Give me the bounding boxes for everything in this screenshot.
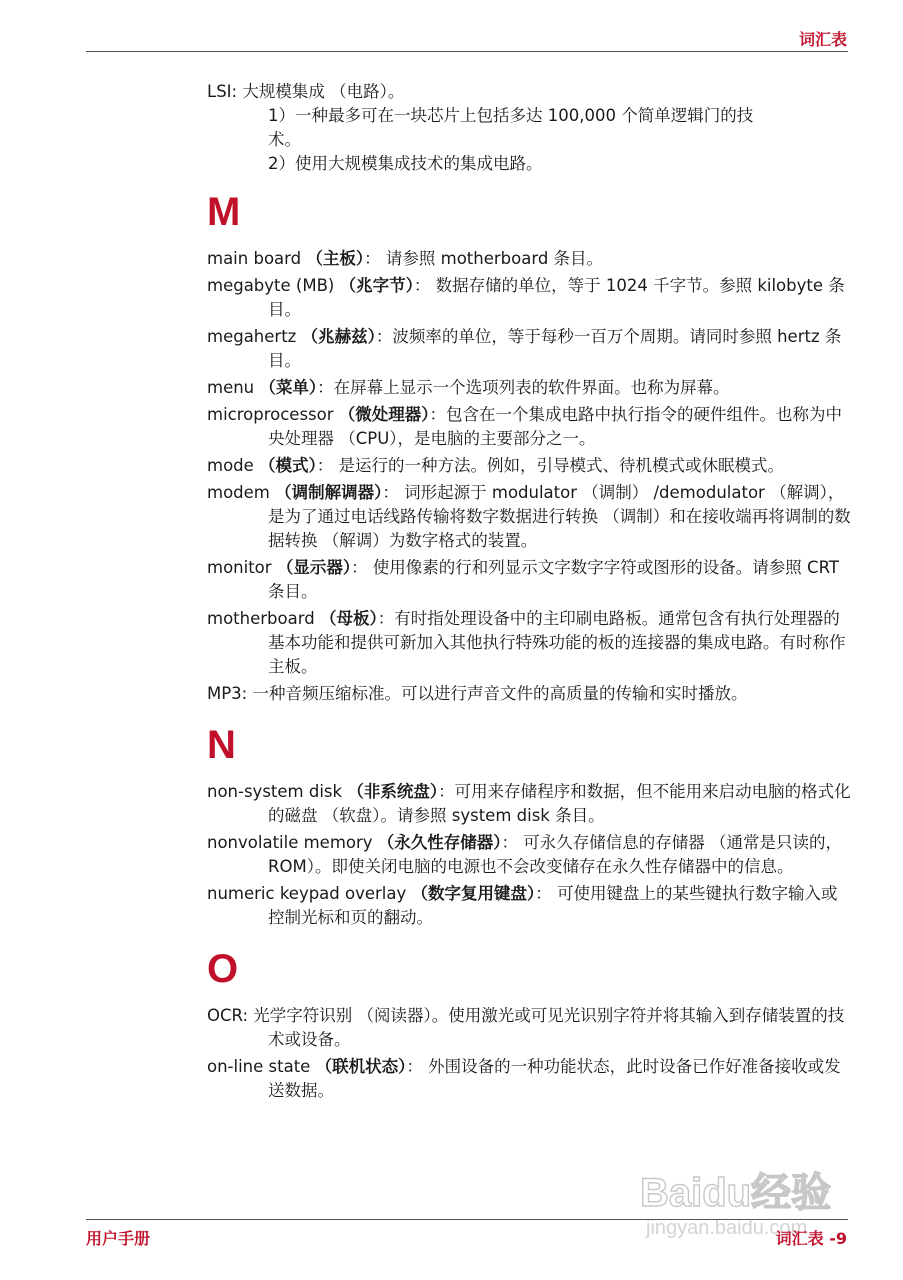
entry-term: motherboard bbox=[207, 609, 315, 628]
entry-definition: ： 使用像素的行和列显示文字数字字符或图形的设备。请参照 CRT 条目。 bbox=[268, 558, 839, 601]
lsi-item-1-line-1: 1）一种最多可在一块芯片上包括多达 100,000 个简单逻辑门的技 bbox=[268, 106, 754, 125]
entry-definition: 大规模集成 （电路）。 bbox=[242, 82, 405, 101]
entry-term: megahertz bbox=[207, 327, 297, 346]
entry-definition: ： 请参照 motherboard 条目。 bbox=[364, 249, 604, 268]
glossary-entry bbox=[207, 682, 852, 706]
header-rule bbox=[86, 51, 848, 52]
entry-definition: ： 数据存储的单位，等于 1024 千字节。参照 kilobyte 条目。 bbox=[268, 276, 845, 319]
glossary-content bbox=[207, 80, 852, 1106]
glossary-entry bbox=[207, 607, 852, 679]
glossary-entry bbox=[207, 403, 852, 451]
entry-term: main board bbox=[207, 249, 302, 268]
entry-definition: ：波频率的单位，等于每秒一百万个周期。请同时参照 hertz 条目。 bbox=[268, 327, 842, 370]
glossary-entry bbox=[207, 454, 852, 478]
entry-chinese-term: （联机状态） bbox=[315, 1057, 407, 1076]
entry-chinese-term: （调制解调器） bbox=[275, 483, 383, 502]
entry-chinese-term: （非系统盘） bbox=[347, 782, 439, 801]
glossary-entry bbox=[207, 274, 852, 322]
glossary-entry bbox=[207, 831, 852, 879]
glossary-entry bbox=[207, 247, 852, 271]
footer-page-number: 词汇表 -9 bbox=[775, 1229, 847, 1248]
footer-rule bbox=[86, 1219, 848, 1220]
entry-chinese-term: （兆赫兹） bbox=[301, 327, 376, 346]
entry-definition: ：可用来存储程序和数据，但不能用来启动电脑的格式化的磁盘 （软盘）。请参照 system disk 条目。 bbox=[268, 782, 851, 825]
entry-chinese-term: （数字复用键盘） bbox=[411, 884, 536, 903]
entry-chinese-term: （兆字节） bbox=[339, 276, 414, 295]
entry-definition: 一种音频压缩标准。可以进行声音文件的高质量的传输和实时播放。 bbox=[252, 684, 748, 703]
glossary-entry bbox=[207, 1055, 852, 1103]
entry-term: mode bbox=[207, 456, 254, 475]
entry-definition: ： 可使用键盘上的某些键执行数字输入或控制光标和页的翻动。 bbox=[268, 884, 838, 927]
entry-chinese-term: （模式） bbox=[259, 456, 317, 475]
entry-definition: ： 可永久存储信息的存储器 （通常是只读的， ROM）。即使关闭电脑的电源也不会改变储存在永久性存储器中的信息。 bbox=[268, 833, 843, 876]
entry-chinese-term: （显示器） bbox=[276, 558, 352, 577]
header-title: 词汇表 bbox=[798, 30, 847, 49]
glossary-entry bbox=[207, 376, 852, 400]
entry-definition: ：有时指处理设备中的主印刷电路板。通常包含有执行处理器的基本功能和提供可新加入其他执行特殊功能的板的连接器的集成电路。有时称作主板。 bbox=[268, 609, 846, 676]
glossary-entry bbox=[207, 556, 852, 604]
entry-term: MP3: bbox=[207, 684, 248, 703]
entry-term: numeric keypad overlay bbox=[207, 884, 407, 903]
entry-term: monitor bbox=[207, 558, 272, 577]
entry-term: microprocessor bbox=[207, 405, 334, 424]
section-letter-n: N bbox=[207, 723, 236, 767]
section-letter-m: M bbox=[207, 190, 241, 234]
entry-term: modem bbox=[207, 483, 270, 502]
entry-definition: 光学字符识别 （阅读器）。使用激光或可见光识别字符并将其输入到存储装置的技术或设备。 bbox=[253, 1006, 845, 1049]
entry-definition: ： 是运行的一种方法。例如，引导模式、待机模式或休眠模式。 bbox=[316, 456, 785, 475]
entry-term: megabyte (MB) bbox=[207, 276, 335, 295]
entry-term: menu bbox=[207, 378, 255, 397]
glossary-entry bbox=[207, 1004, 852, 1052]
entry-term: on-line state bbox=[207, 1057, 311, 1076]
entry-definition: ： 外围设备的一种功能状态，此时设备已作好准备接收或发送数据。 bbox=[268, 1057, 841, 1100]
watermark-url: jingyan.baidu.com bbox=[646, 1217, 808, 1239]
entry-chinese-term: （菜单） bbox=[259, 378, 318, 397]
entry-chinese-term: （主板） bbox=[306, 249, 365, 268]
section-letter-o: O bbox=[207, 947, 239, 991]
entry-definition: ：在屏幕上显示一个选项列表的软件界面。也称为屏幕。 bbox=[317, 378, 730, 397]
entry-definition: ：包含在一个集成电路中执行指令的硬件组件。也称为中央处理器 （CPU），是电脑的主要部分之一。 bbox=[268, 405, 843, 448]
lsi-sublist bbox=[207, 104, 852, 176]
glossary-entry bbox=[207, 882, 852, 930]
glossary-entry bbox=[207, 481, 852, 553]
lsi-item-1-line-2: 术。 bbox=[268, 130, 301, 149]
entry-chinese-term: （母板） bbox=[319, 609, 378, 628]
glossary-entry bbox=[207, 780, 852, 828]
entry-term: non-system disk bbox=[207, 782, 343, 801]
entry-term: OCR: bbox=[207, 1006, 249, 1025]
entry-definition: ： 词形起源于 modulator （调制） /demodulator （解调），是为了通过电话线路传输将数字数据进行转换 （调制）和在接收端再将调制的数据转换 （解调）为数字格式的装置。 bbox=[268, 483, 851, 550]
glossary-entry-lsi bbox=[207, 80, 852, 104]
watermark-brand: Baidu经验 bbox=[640, 1171, 832, 1215]
footer-manual-title: 用户手册 bbox=[86, 1229, 151, 1248]
entry-chinese-term: （永久性存储器） bbox=[377, 833, 502, 852]
entry-term: nonvolatile memory bbox=[207, 833, 373, 852]
glossary-entry bbox=[207, 325, 852, 373]
entry-chinese-term: （微处理器） bbox=[338, 405, 430, 424]
lsi-item-2: 2）使用大规模集成技术的集成电路。 bbox=[268, 154, 543, 173]
entry-term: LSI: bbox=[207, 82, 238, 101]
